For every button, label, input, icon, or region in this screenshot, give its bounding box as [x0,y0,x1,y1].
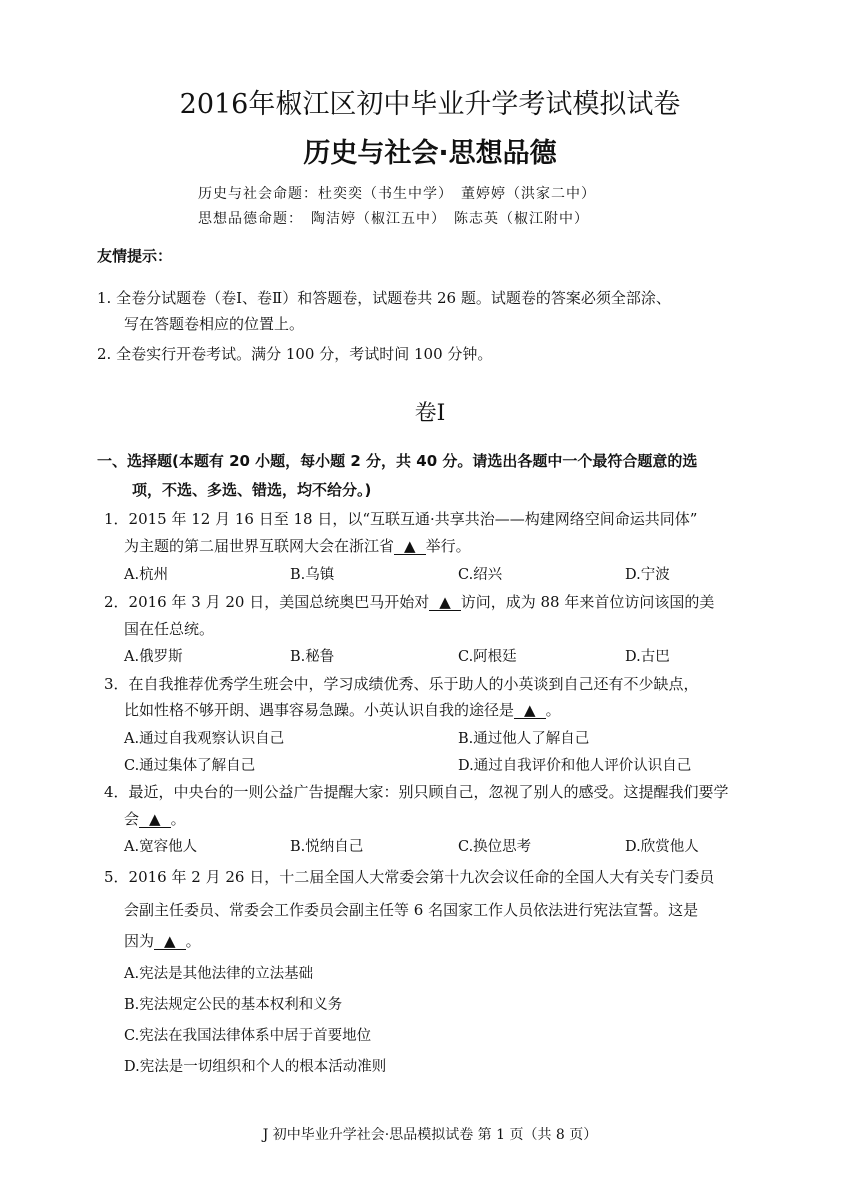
volume-heading: 卷Ⅰ [414,401,446,426]
question-4-stem-end: 。 [170,810,186,828]
question-1-stem: 为主题的第二届世界互联网大会在浙江省 [124,537,395,555]
tip-item-1: 1. 全卷分试题卷（卷Ⅰ、卷Ⅱ）和答题卷，试题卷共 26 题。试题卷的答案必须全部涂、 [97,289,671,307]
option-b: B.乌镇 [290,567,335,583]
exam-subtitle: 历史与社会·思想品德 [303,138,557,169]
option-c: C.通过集体了解自己 [124,758,256,774]
question-3-text: 3．在自我推荐优秀学生班会中，学习成绩优秀、乐于助人的小英谈到自己还有不少缺点， [104,675,699,693]
option-d: D.欣赏他人 [625,839,699,855]
option-b: B.秘鲁 [290,649,335,665]
option-d: D.宁波 [625,567,670,583]
answer-blank: ▲ [514,702,546,719]
tip-item-2: 2. 全卷实行开卷考试。满分 100 分，考试时间 100 分钟。 [97,345,493,363]
question-2-text-cont: 国在任总统。 [124,620,215,638]
option-a: A.杭州 [124,567,169,583]
section-instructions: 一、选择题(本题有 20 小题，每小题 2 分，共 40 分。请选出各题中一个最符合题意的选 [97,452,698,470]
question-3-text-cont [124,699,561,720]
page-footer: J 初中毕业升学社会·思品模拟试卷 第 1 页（共 8 页） [262,1127,598,1143]
question-4-text-cont [124,808,186,829]
answer-blank: ▲ [139,811,171,828]
option-c: C.宪法在我国法律体系中居于首要地位 [124,1028,372,1044]
tip-item-1-cont: 写在答题卷相应的位置上。 [124,315,305,333]
section-instructions-cont: 项，不选、多选、错选，均不给分。) [132,481,372,499]
answer-blank: ▲ [394,538,426,555]
question-1-stem-end: 举行。 [425,537,471,555]
question-5-stem: 因为 [124,932,155,950]
question-2-text [104,591,714,612]
question-2-stem: 2．2016 年 3 月 20 日，美国总统奥巴马开始对 [104,593,430,611]
option-c: C.绍兴 [458,567,503,583]
option-b: B.通过他人了解自己 [458,731,590,747]
exam-title: 2016年椒江区初中毕业升学考试模拟试卷 [179,89,681,120]
author-line-history: 历史与社会命题：杜奕奕（书生中学） 董婷婷（洪家二中） [198,186,596,202]
question-5-stem-end: 。 [185,932,201,950]
question-4-stem: 会 [124,810,140,828]
question-3-stem-end: 。 [545,701,561,719]
question-3-stem: 比如性格不够开朗、遇事容易急躁。小英认识自我的途径是 [124,701,515,719]
option-a: A.宽容他人 [124,839,198,855]
option-b: B.悦纳自己 [290,839,364,855]
option-a: A.通过自我观察认识自己 [124,731,285,747]
option-d: D.古巴 [625,649,670,665]
question-4-text: 4．最近，中央台的一则公益广告提醒大家：别只顾自己，忽视了别人的感受。这提醒我们要学 [104,783,729,801]
author-line-ethics: 思想品德命题： 陶洁婷（椒江五中） 陈志英（椒江附中） [198,211,589,227]
option-d: D.宪法是一切组织和个人的根本活动准则 [124,1059,387,1075]
question-2-stem-end: 访问，成为 88 年来首位访问该国的美 [460,593,715,611]
option-a: A.宪法是其他法律的立法基础 [124,966,314,982]
tips-heading: 友情提示： [97,247,173,265]
question-1-text-cont [124,535,471,556]
answer-blank: ▲ [429,594,461,611]
option-c: C.阿根廷 [458,649,517,665]
option-b: B.宪法规定公民的基本权利和义务 [124,997,343,1013]
question-1-text: 1．2015 年 12 月 16 日至 18 日，以“互联互通·共享共治——构建网络空间命运共同体” [104,510,698,528]
question-5-text: 5．2016 年 2 月 26 日，十二届全国人大常委会第十九次会议任命的全国人大有关专门委员 [104,868,715,886]
option-c: C.换位思考 [458,839,532,855]
question-5-text-cont: 会副主任委员、常委会工作委员会副主任等 6 名国家工作人员依法进行宪法宣誓。这是 [124,901,699,919]
option-a: A.俄罗斯 [124,649,183,665]
question-5-text-cont2 [124,930,201,951]
answer-blank: ▲ [154,933,186,950]
option-d: D.通过自我评价和他人评价认识自己 [458,758,692,774]
